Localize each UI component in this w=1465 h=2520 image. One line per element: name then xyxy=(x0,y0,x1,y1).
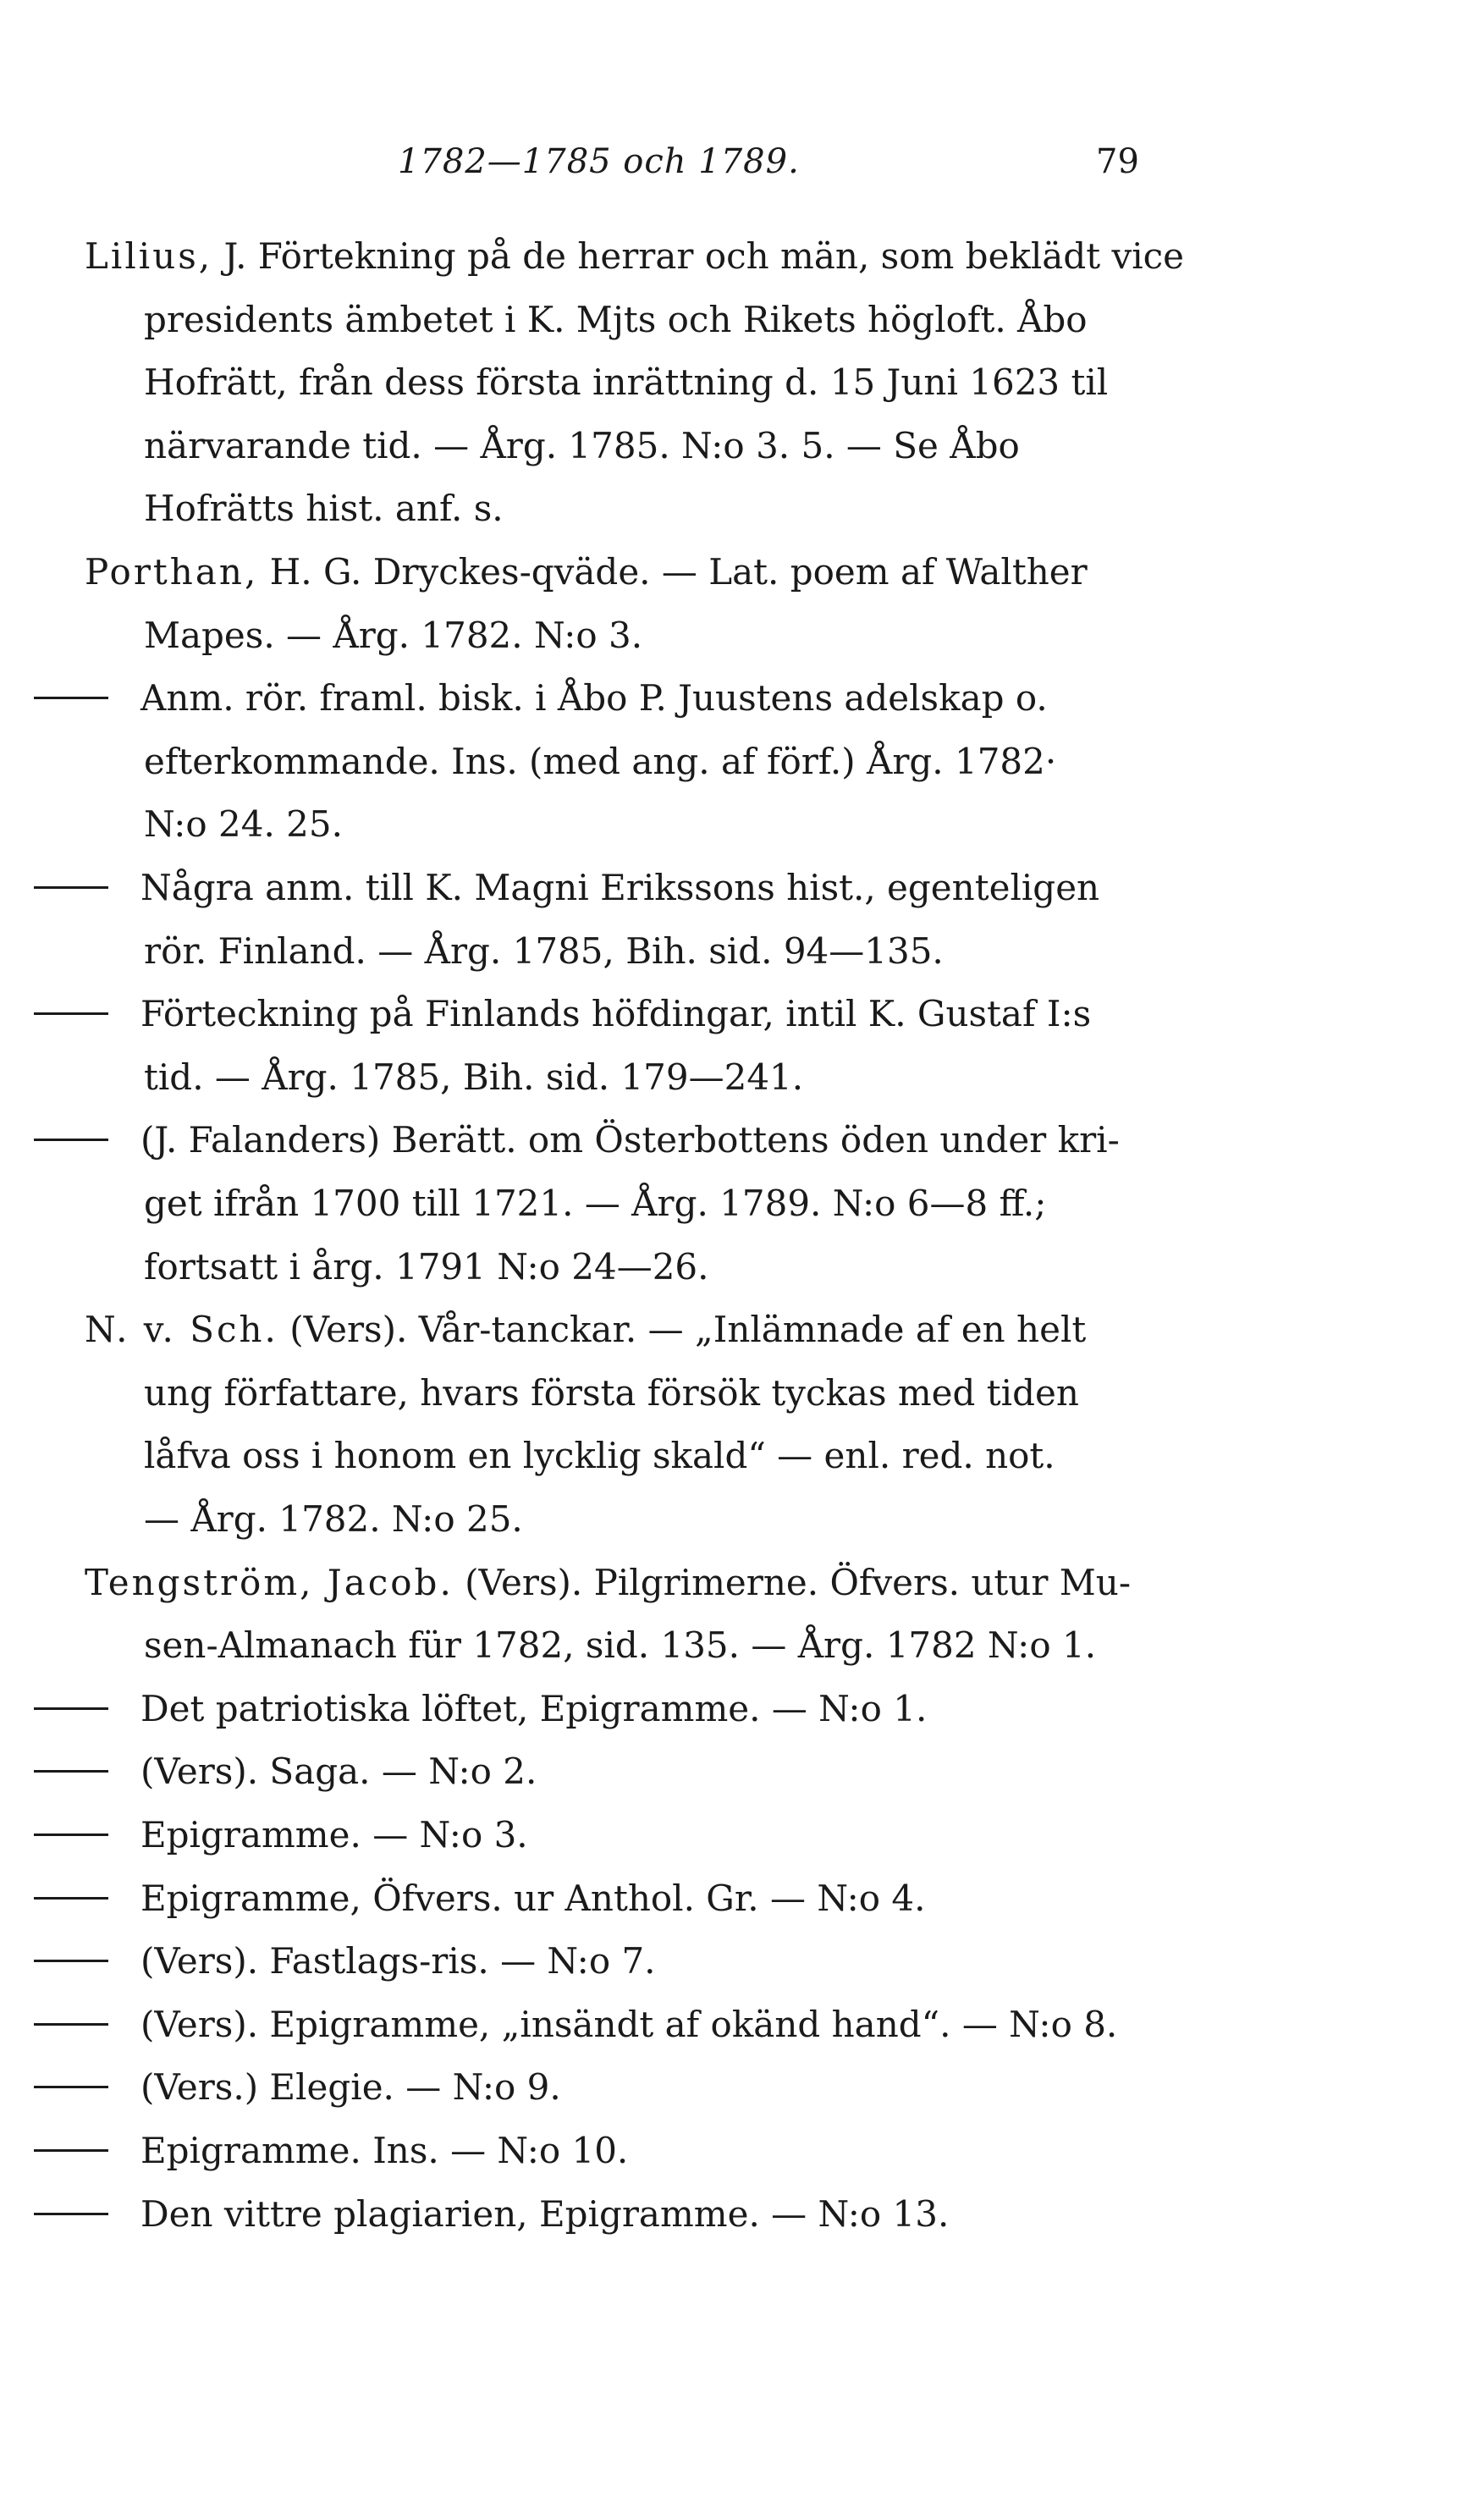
text-line xyxy=(144,361,1109,403)
text-line xyxy=(34,1751,537,1792)
entry-text: Hofrätts hist. anf. s. xyxy=(144,488,504,529)
repeat-author-dash xyxy=(34,886,108,889)
text-line xyxy=(144,1056,804,1098)
text-line xyxy=(34,677,1048,719)
repeat-author-dash xyxy=(34,1770,108,1773)
entry-text: (J. Falanders) Berätt. om Österbottens öden under kri- xyxy=(140,1119,1120,1161)
repeat-author-dash xyxy=(34,2023,108,2026)
text-line xyxy=(34,1688,928,1729)
text-line xyxy=(34,2066,561,2108)
entry-text: Epigramme. — N:o 3. xyxy=(140,1814,528,1856)
page-number: 79 xyxy=(1096,142,1139,181)
entry-text: närvarande tid. — Årg. 1785. N:o 3. 5. — Se Åbo xyxy=(144,425,1020,466)
text-line xyxy=(144,299,1088,340)
text-line xyxy=(34,1119,1120,1161)
entry-text: tid. — Årg. 1785, Bih. sid. 179—241. xyxy=(144,1056,804,1098)
entry-text: get ifrån 1700 till 1721. — Årg. 1789. N:o 6—8 ff.; xyxy=(144,1183,1047,1224)
text-line xyxy=(34,867,1100,908)
entry-text: Epigramme. Ins. — N:o 10. xyxy=(140,2130,629,2171)
repeat-author-dash xyxy=(34,2213,108,2215)
text-line xyxy=(85,1562,1132,1603)
text-line xyxy=(85,1309,1087,1350)
text-line xyxy=(34,993,1092,1034)
entry-author: N. v. Sch. xyxy=(85,1309,278,1350)
entry-text: Några anm. till K. Magni Erikssons hist., egenteligen xyxy=(140,867,1100,908)
entry-author: Porthan, xyxy=(85,551,259,593)
entry-text: (Vers). Saga. — N:o 2. xyxy=(140,1751,537,1792)
entry-text: fortsatt i årg. 1791 N:o 24—26. xyxy=(144,1246,709,1288)
text-line xyxy=(144,488,504,529)
text-line xyxy=(144,615,643,656)
entry-author: Lilius, xyxy=(85,235,213,277)
entry-text: (Vers). Fastlags-ris. — N:o 7. xyxy=(140,1940,656,1982)
text-line xyxy=(85,235,1184,277)
text-line xyxy=(144,425,1020,466)
text-line xyxy=(34,1814,528,1856)
repeat-author-dash xyxy=(34,697,108,699)
repeat-author-dash xyxy=(34,1707,108,1710)
entry-text: Epigramme, Öfvers. ur Anthol. Gr. — N:o 4. xyxy=(140,1878,926,1919)
repeat-author-dash xyxy=(34,1012,108,1015)
entry-text: presidents ämbetet i K. Mjts och Rikets högloft. Åbo xyxy=(144,299,1088,340)
text-line xyxy=(34,2004,1118,2045)
running-head: 1782—1785 och 1789. xyxy=(398,142,800,181)
text-line xyxy=(144,741,1057,782)
entry-text: efterkommande. Ins. (med ang. af förf.) Årg. 1782· xyxy=(144,741,1057,782)
text-line xyxy=(144,1246,709,1288)
entry-text: N:o 24. 25. xyxy=(144,803,343,845)
entry-text: (Vers.) Elegie. — N:o 9. xyxy=(140,2066,561,2108)
text-line xyxy=(144,1372,1079,1414)
text-line xyxy=(34,2193,950,2235)
entry-author: Tengström, Jacob. xyxy=(85,1562,454,1603)
entry-text: Hofrätt, från dess första inrättning d. 15 Juni 1623 til xyxy=(144,361,1109,403)
repeat-author-dash xyxy=(34,1897,108,1900)
entry-text: Mapes. — Årg. 1782. N:o 3. xyxy=(144,615,643,656)
repeat-author-dash xyxy=(34,1833,108,1836)
text-line xyxy=(34,1940,656,1982)
text-line xyxy=(144,1183,1047,1224)
entry-text: J. Förtekning på de herrar och män, som beklädt vice xyxy=(212,235,1184,277)
entry-text: Det patriotiska löftet, Epigramme. — N:o 1. xyxy=(140,1688,928,1729)
text-line xyxy=(34,1878,926,1919)
entry-text: H. G. Dryckes-qväde. — Lat. poem af Walther xyxy=(258,551,1088,593)
repeat-author-dash xyxy=(34,1960,108,1962)
entry-text: (Vers). Pilgrimerne. Öfvers. utur Mu- xyxy=(453,1562,1132,1603)
entry-text: Den vittre plagiarien, Epigramme. — N:o 13. xyxy=(140,2193,950,2235)
text-line xyxy=(144,1435,1055,1476)
text-line xyxy=(144,803,343,845)
text-line xyxy=(144,1624,1097,1666)
repeat-author-dash xyxy=(34,1139,108,1141)
entry-text: Anm. rör. framl. bisk. i Åbo P. Juustens adelskap o. xyxy=(140,677,1048,719)
text-line xyxy=(144,930,944,972)
entry-text: (Vers). Vår-tanckar. — „Inlämnade af en helt xyxy=(278,1309,1087,1350)
repeat-author-dash xyxy=(34,2149,108,2152)
text-line xyxy=(85,551,1088,593)
text-line xyxy=(34,2130,629,2171)
entry-text: (Vers). Epigramme, „insändt af okänd hand“. — N:o 8. xyxy=(140,2004,1118,2045)
repeat-author-dash xyxy=(34,2086,108,2088)
entry-text: sen-Almanach für 1782, sid. 135. — Årg. 1782 N:o 1. xyxy=(144,1624,1097,1666)
entry-text: Förteckning på Finlands höfdingar, intil K. Gustaf I:s xyxy=(140,993,1092,1034)
entry-text: rör. Finland. — Årg. 1785, Bih. sid. 94—135. xyxy=(144,930,944,972)
entry-text: — Årg. 1782. N:o 25. xyxy=(144,1498,523,1540)
entry-text: låfva oss i honom en lycklig skald“ — enl. red. not. xyxy=(144,1435,1055,1476)
entry-text: ung författare, hvars första försök tyckas med tiden xyxy=(144,1372,1079,1414)
text-line xyxy=(144,1498,523,1540)
